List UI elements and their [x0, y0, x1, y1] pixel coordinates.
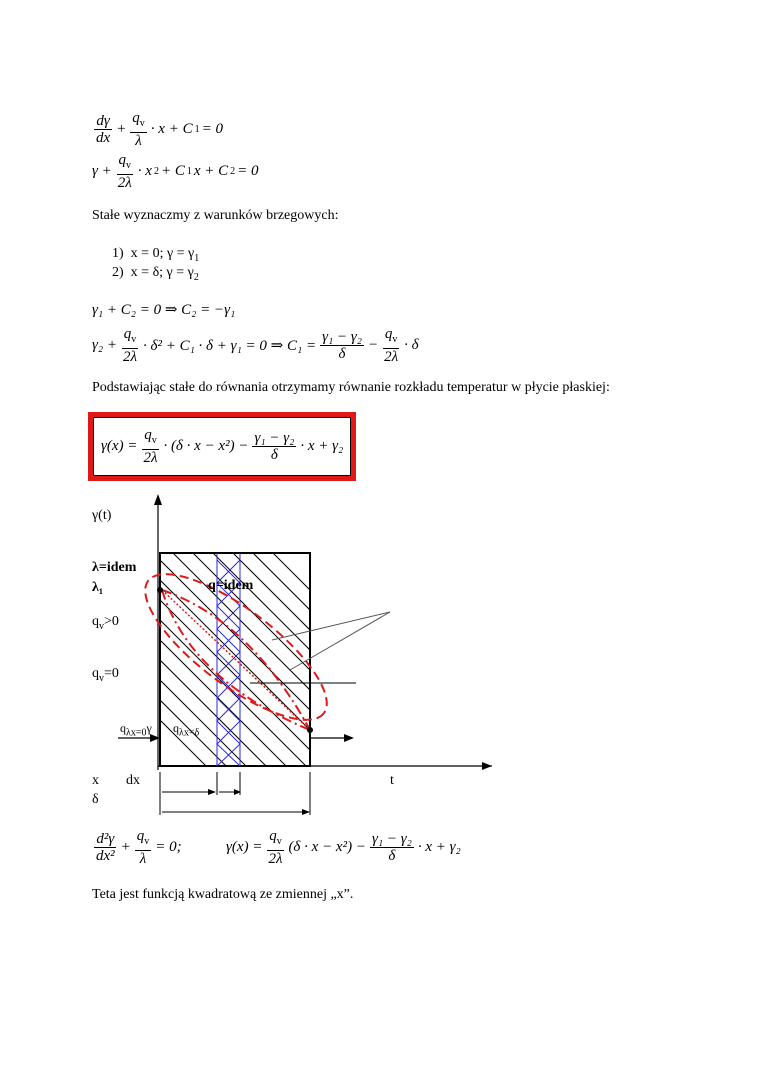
y-axis-label: γ(t) — [92, 508, 112, 523]
equation-term: (δ · x − x²) − — [288, 839, 366, 855]
fraction-denominator: δ — [388, 848, 396, 864]
equals-zero: = 0 — [201, 121, 223, 137]
fraction-denominator: δ — [270, 447, 278, 463]
qv-fraction — [266, 828, 284, 867]
qv-fraction — [116, 152, 134, 191]
condition-subscript: 2 — [193, 271, 199, 283]
condition-text: =0 — [104, 666, 119, 681]
q-symbol: q — [120, 721, 126, 735]
boxed-temperature-formula — [88, 412, 356, 481]
qv-subscript: v — [151, 435, 157, 446]
fraction-denominator: 2λ — [384, 349, 399, 365]
qv-subscript: v — [126, 160, 132, 171]
qv-fraction — [141, 427, 159, 466]
equation-term: · x + C — [150, 121, 193, 137]
fraction-denominator: 2λ — [143, 450, 158, 466]
fraction-denominator: δ — [338, 346, 346, 362]
qv-subscript: v — [139, 118, 145, 129]
qv-symbol: q — [269, 828, 277, 844]
x-label: x — [92, 773, 99, 788]
gamma-fraction — [252, 430, 296, 463]
lambda1-label: λ₁ — [92, 580, 104, 595]
qv-zero-label — [92, 666, 119, 684]
fraction-denominator: dx — [96, 130, 111, 146]
boundary-point-right — [307, 727, 313, 733]
gamma-fraction — [320, 329, 364, 362]
equation-term: + C — [160, 163, 185, 179]
bottom-equation-left — [92, 828, 182, 867]
minus-sign: − — [367, 337, 379, 353]
lambda-idem-label: λ=idem — [92, 560, 137, 575]
condition-2 — [112, 265, 199, 283]
q-right-label — [173, 721, 199, 738]
plus-sign: + — [120, 839, 131, 855]
q-symbol: q — [92, 614, 99, 629]
qv-symbol: q — [118, 152, 127, 168]
boundary-point-left — [157, 587, 163, 593]
y-axis-arrow-icon — [154, 494, 162, 505]
equation-term: · x + γ₂ — [300, 438, 344, 454]
equation-1 — [92, 110, 223, 149]
substitute-text: Podstawiając stałe do równania otrzymamy równanie rozkładu temperatur w płycie płaskiej: — [92, 380, 610, 395]
qv-fraction — [135, 828, 152, 867]
qv-positive-label — [92, 614, 119, 632]
bottom-equation-right — [226, 828, 461, 867]
fraction-numerator: γ₁ − γ₂ — [254, 430, 295, 446]
q-idem-label: q=idem — [208, 578, 254, 593]
qv-fraction — [382, 326, 400, 365]
equals-zero: = 0 — [237, 163, 259, 179]
qv-subscript: v — [392, 334, 398, 345]
equation-term: · (δ · x − x²) − — [163, 438, 249, 454]
equation-term: · δ — [404, 337, 419, 353]
equation-term: γ(x) = — [101, 438, 138, 454]
equation-term: · δ² + C₁ · δ + γ₁ = 0 ⇒ C₁ = — [143, 338, 317, 354]
fraction-denominator: dx² — [96, 848, 115, 864]
qv-fraction — [121, 326, 139, 365]
second-derivative-fraction — [94, 831, 117, 864]
fraction-numerator: γ₁ − γ₂ — [371, 831, 412, 847]
final-text: Teta jest funkcją kwadratową ze zmiennej „x”. — [92, 887, 354, 902]
equation-term: · x — [137, 163, 152, 179]
fraction-denominator: 2λ — [268, 851, 283, 867]
temperature-diagram — [0, 480, 760, 820]
c-subscript: 2 — [230, 166, 236, 177]
derivative-fraction — [94, 113, 112, 146]
pointer-line — [272, 612, 390, 640]
fraction-numerator: dγ — [96, 113, 110, 129]
q-symbol: q — [173, 721, 179, 735]
q-symbol: q — [92, 666, 99, 681]
condition-subscript: 1 — [194, 252, 200, 264]
condition-text: x = δ; γ = γ — [130, 265, 194, 280]
equation-term: γ(x) = — [226, 839, 263, 855]
qv-symbol: q — [136, 828, 145, 844]
equation-4 — [92, 326, 419, 365]
lambda-symbol: λ — [135, 133, 142, 149]
qv-symbol: q — [132, 110, 140, 126]
c-subscript: 1 — [194, 124, 200, 135]
plus-sign: + — [116, 121, 127, 137]
qv-subscript: v — [131, 334, 137, 345]
x-axis-arrow-icon — [482, 762, 492, 770]
fraction-numerator: γ₁ − γ₂ — [322, 329, 362, 345]
qv-subscript: v — [144, 836, 150, 847]
condition-1 — [112, 246, 199, 264]
q-subscript: λx=0 — [126, 727, 147, 739]
equation-term: γ₂ + — [92, 337, 117, 353]
qv-fraction — [130, 110, 147, 149]
square-exponent: 2 — [153, 166, 159, 177]
lambda-symbol: λ — [139, 851, 147, 867]
dx-label: dx — [126, 773, 140, 788]
equation-3: γ₁ + C₂ = 0 ⇒ C₂ = −γ₁ — [92, 302, 236, 318]
c-subscript: 1 — [186, 166, 192, 177]
q-subscript: v — [99, 672, 104, 684]
condition-text: >0 — [104, 614, 119, 629]
equation-2 — [92, 152, 259, 191]
gamma-term: γ + — [92, 163, 112, 179]
arrow-head-icon — [344, 734, 354, 742]
equals-zero: = 0; — [155, 839, 182, 855]
delta-label: δ — [92, 792, 99, 807]
pointer-line — [290, 612, 390, 670]
equation-term: x + C — [193, 163, 229, 179]
q-left-label — [120, 721, 152, 738]
q-subscript: v — [99, 620, 104, 632]
boundary-text: Stałe wyznaczmy z warunków brzegowych: — [92, 208, 339, 223]
qv-symbol: q — [123, 326, 132, 342]
condition-number: 1) — [112, 246, 124, 261]
equation-term: · x + γ₂ — [417, 839, 461, 855]
gamma-fraction — [370, 831, 414, 864]
condition-number: 2) — [112, 265, 124, 280]
gamma-symbol: γ — [146, 721, 152, 735]
fraction-denominator: 2λ — [123, 349, 137, 365]
q-subscript: λx=δ — [179, 727, 200, 739]
plate-hatching — [0, 480, 520, 800]
qv-subscript: v — [276, 836, 282, 847]
qv-symbol: q — [144, 427, 152, 443]
qv-symbol: q — [384, 326, 393, 342]
fraction-denominator: 2λ — [117, 175, 132, 191]
condition-text: x = 0; γ = γ — [130, 246, 195, 261]
fraction-numerator: d²γ — [96, 831, 115, 847]
t-label: t — [390, 773, 394, 788]
